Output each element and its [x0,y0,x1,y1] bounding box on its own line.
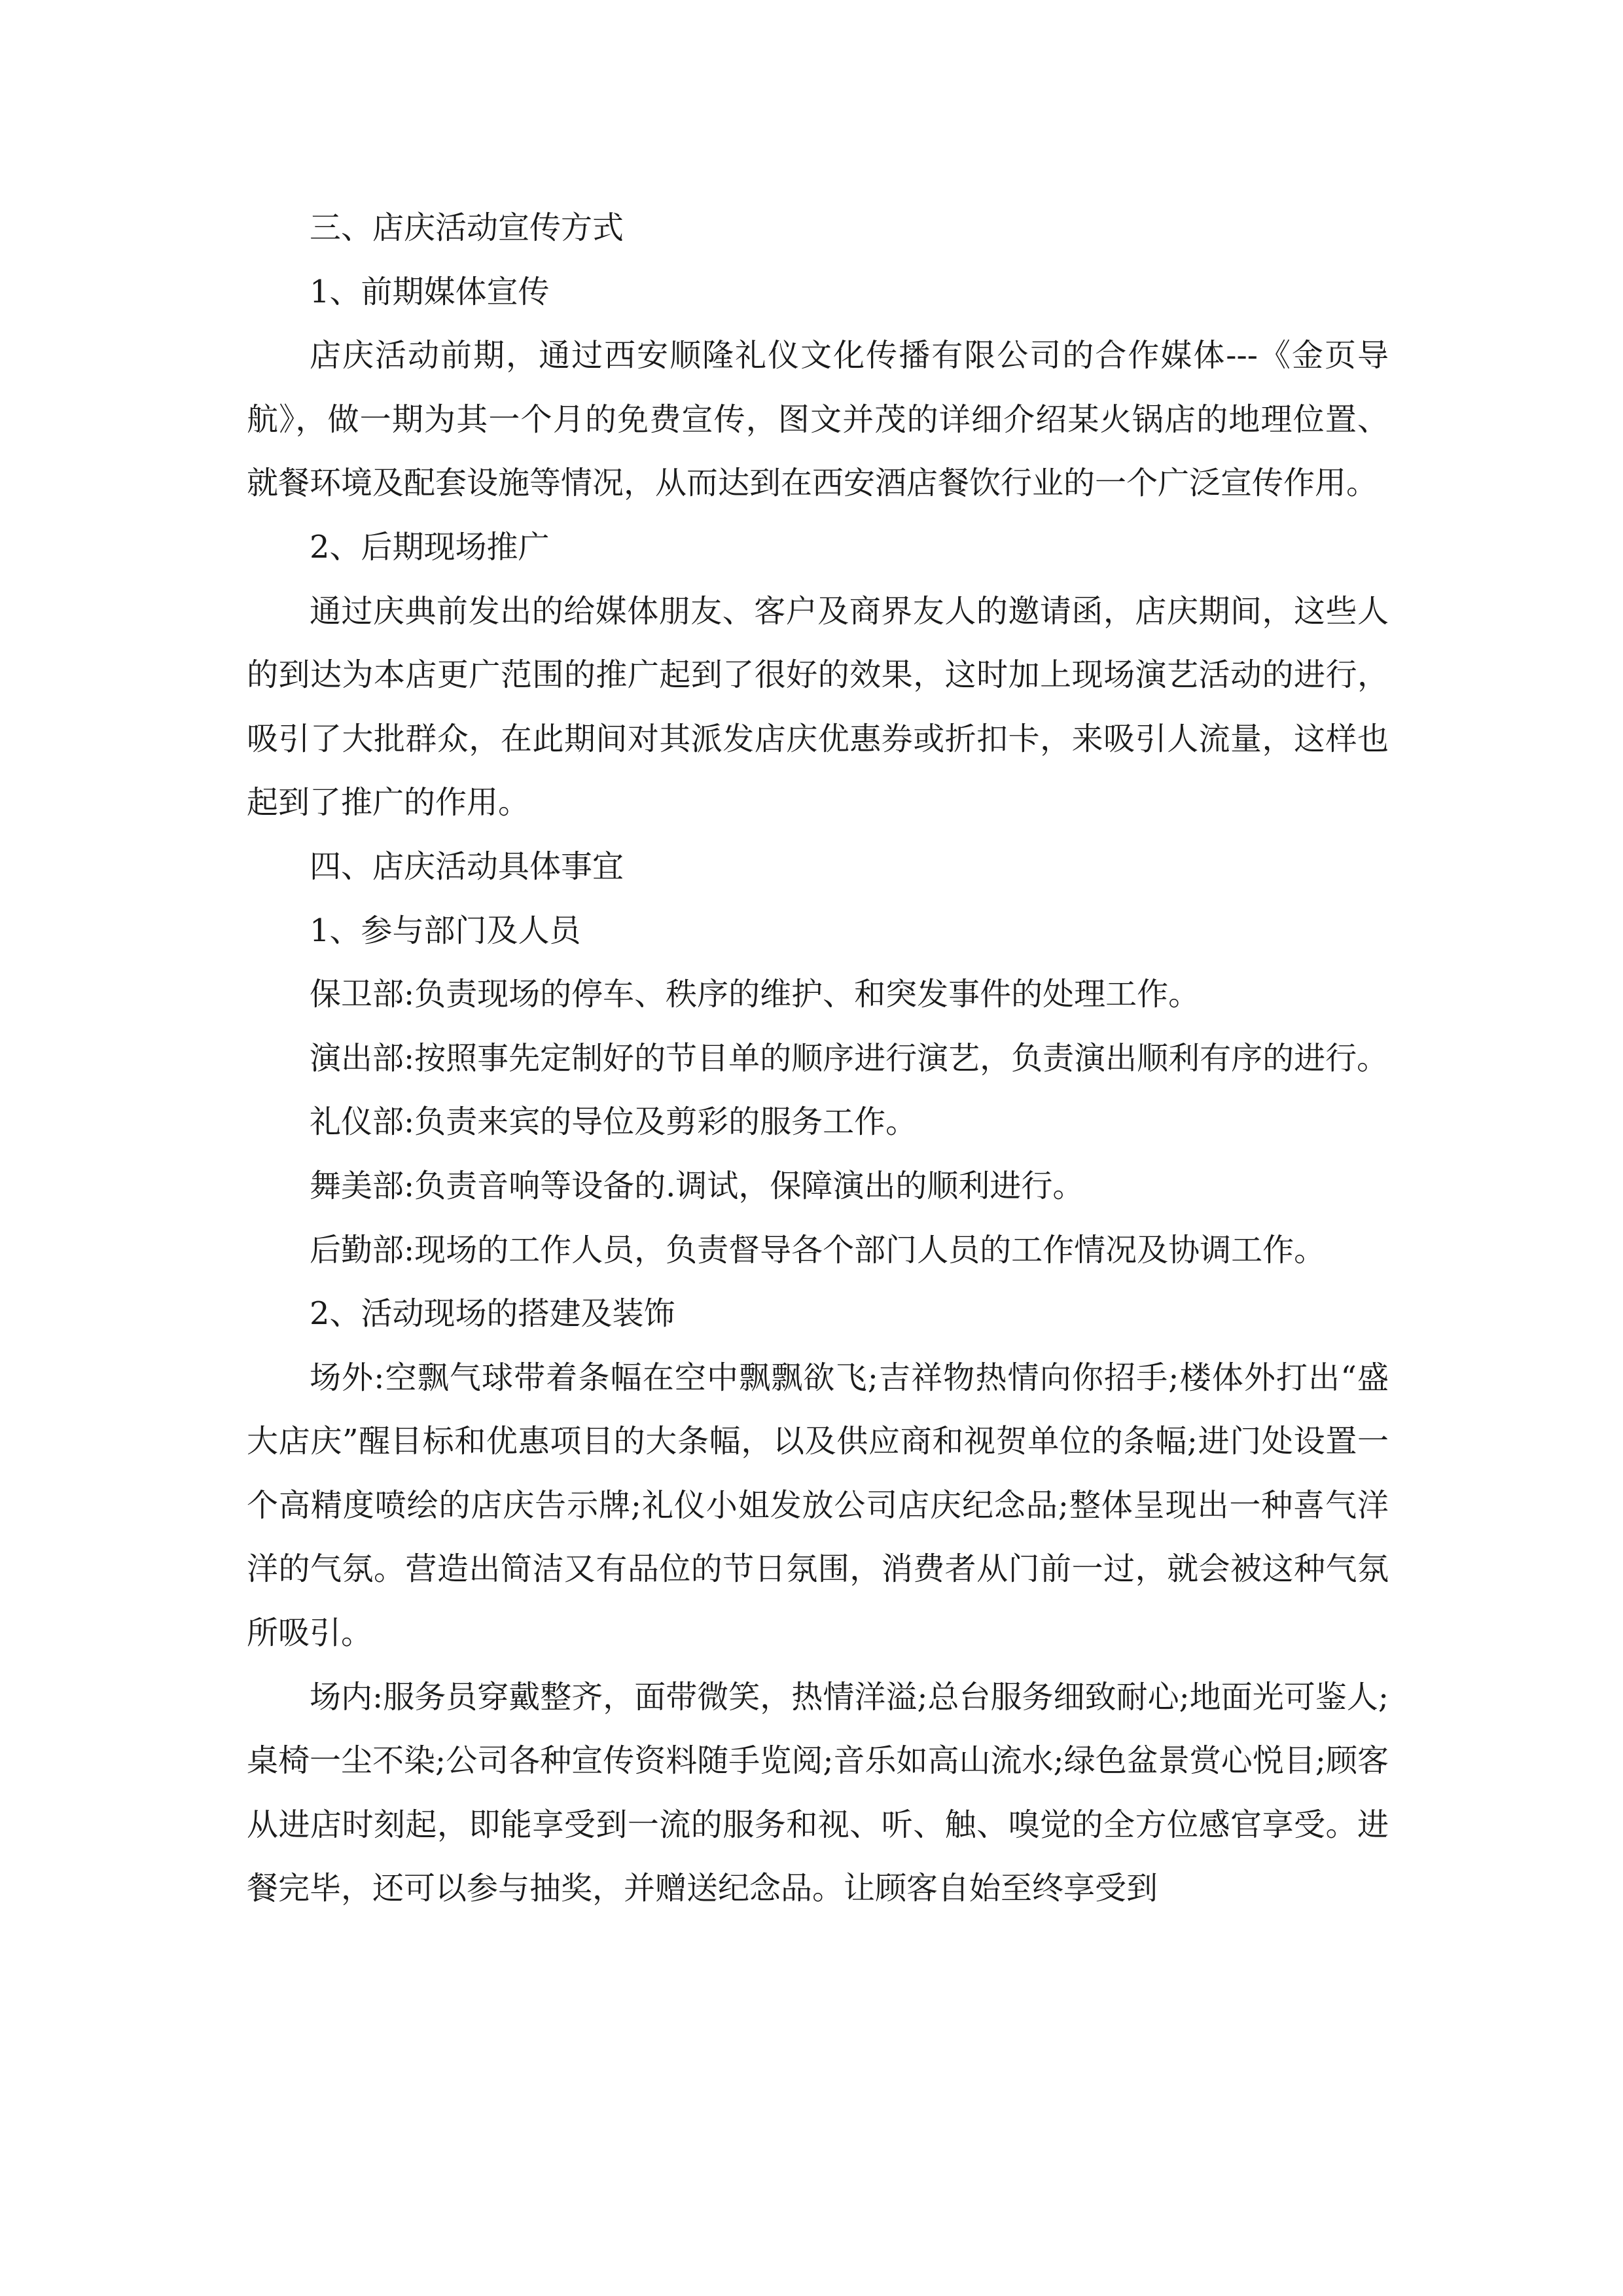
subheading-early-media: 1、前期媒体宣传 [310,273,550,310]
paragraph-logistics: 后勤部:现场的工作人员，负责督导各个部门人员的工作情况及协调工作。 [310,1231,1326,1268]
paragraph-security: 保卫部:负责现场的停车、秩序的维护、和突发事件的处理工作。 [310,976,1200,1013]
subheading-venue-setup: 2、活动现场的搭建及装饰 [310,1295,675,1333]
paragraph-etiquette: 礼仪部:负责来宾的导位及剪彩的服务工作。 [310,1103,918,1141]
section-heading-promotion: 三、店庆活动宣传方式 [310,209,624,246]
paragraph-stage-art: 舞美部:负责音响等设备的.调试，保障演出的顺利进行。 [310,1167,1084,1204]
paragraph-indoor: 场内:服务员穿戴整齐，面带微笑，热情洋溢;总台服务细致耐心;地面光可鉴人;桌椅一尘不染;公司各种宣传资料随手览阅;音乐如高山流水;绿色盆景赏心悦目;顾客从进店时刻起，即能享受到一流的服务和视、听、触、嗅觉的全方位感官享受。进餐完毕，还可以参与抽奖，并赠送纪念品。让顾客自始至终享受到 [247,1678,1389,1907]
paragraph-outdoor: 场外:空飘气球带着条幅在空中飘飘欲飞;吉祥物热情向你招手;楼体外打出“盛大店庆”醒目标和优惠项目的大条幅，以及供应商和视贺单位的条幅;进门处设置一个高精度喷绘的店庆告示牌;礼仪小姐发放公司店庆纪念品;整体呈现出一种喜气洋洋的气氛。营造出简洁又有品位的节日氛围，消费者从门前一过，就会被这种气氛所吸引。 [247,1359,1389,1652]
section-heading-details: 四、店庆活动具体事宜 [310,848,624,885]
paragraph-performance: 演出部:按照事先定制好的节目单的顺序进行演艺，负责演出顺利有序的进行。 [310,1039,1389,1077]
subheading-departments: 1、参与部门及人员 [310,912,581,949]
paragraph-onsite-promotion: 通过庆典前发出的给媒体朋友、客户及商界友人的邀请函，店庆期间，这些人的到达为本店更广范围的推广起到了很好的效果，这时加上现场演艺活动的进行，吸引了大批群众，在此期间对其派发店庆优惠券或折扣卡，来吸引人流量，这样也起到了推广的作用。 [247,592,1389,821]
document-body [247,196,1389,1921]
paragraph-early-media: 店庆活动前期，通过西安顺隆礼仪文化传播有限公司的合作媒体---《金页导航》，做一期为其一个月的免费宣传，图文并茂的详细介绍某火锅店的地理位置、就餐环境及配套设施等情况，从而达到在西安酒店餐饮行业的一个广泛宣传作用。 [247,337,1389,502]
subheading-onsite-promotion: 2、后期现场推广 [310,528,550,565]
